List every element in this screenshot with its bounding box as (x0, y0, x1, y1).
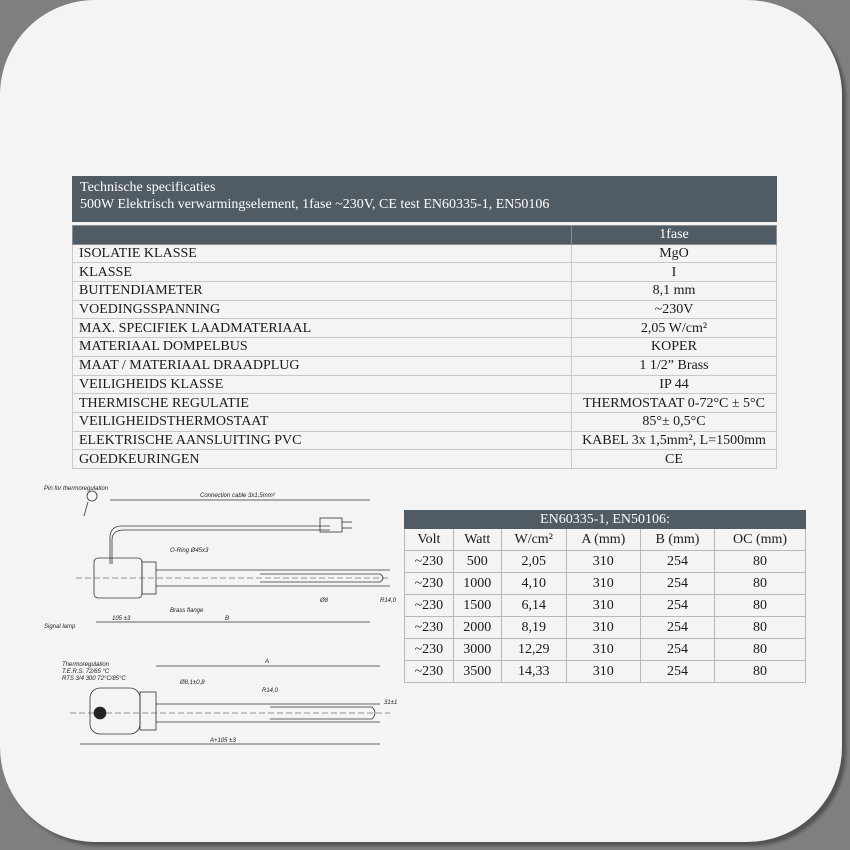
spec-value: KABEL 3x 1,5mm², L=1500mm (572, 431, 777, 450)
models-column-header: Volt (405, 529, 454, 551)
models-row (405, 595, 806, 617)
models-title-row (405, 511, 806, 529)
spec-column-header: 1fase (572, 226, 777, 245)
spec-value: KOPER (572, 338, 777, 357)
models-cell: 310 (566, 595, 640, 617)
spec-value: 2,05 W/cm² (572, 319, 777, 338)
spec-value: IP 44 (572, 375, 777, 394)
spec-row (73, 375, 777, 394)
models-cell: 310 (566, 661, 640, 683)
spec-label: KLASSE (73, 263, 572, 282)
spec-row (73, 263, 777, 282)
models-row (405, 661, 806, 683)
label-connection-cable: Connection cable 3x1,5mm² (200, 493, 275, 499)
models-cell: 80 (715, 617, 806, 639)
models-cell: 12,29 (501, 639, 566, 661)
spec-label: GOEDKEURINGEN (73, 450, 572, 469)
connection-cable-inner (112, 530, 330, 564)
spec-row (73, 300, 777, 319)
flange-shape (140, 692, 156, 730)
models-row (405, 551, 806, 573)
label-signal-lamp: Signal lamp (44, 624, 76, 630)
spec-title: Technische specificaties (80, 180, 216, 195)
technical-drawing (40, 478, 400, 778)
spec-value: CE (572, 450, 777, 469)
label-dim-31: 31±1 (384, 700, 398, 706)
models-row (405, 573, 806, 595)
models-column-header: W/cm² (501, 529, 566, 551)
spec-row (73, 412, 777, 431)
models-cell: ~230 (405, 595, 454, 617)
spec-label: ISOLATIE KLASSE (73, 244, 572, 263)
models-cell: 254 (640, 573, 714, 595)
models-cell: 310 (566, 551, 640, 573)
label-dim-105: 105 ±3 (112, 616, 131, 622)
spec-value: ~230V (572, 300, 777, 319)
label-thermo-spec: T.E.R.S. 72/65 °C (62, 669, 110, 675)
spec-value: 8,1 mm (572, 282, 777, 301)
models-cell: 80 (715, 573, 806, 595)
spec-table (72, 225, 777, 469)
models-cell: 310 (566, 617, 640, 639)
spec-sheet (72, 176, 777, 469)
models-cell: 80 (715, 595, 806, 617)
spec-value: THERMOSTAAT 0-72°C ± 5°C (572, 394, 777, 413)
models-cell: 80 (715, 639, 806, 661)
spec-row (73, 356, 777, 375)
models-column-header: Watt (453, 529, 501, 551)
spec-row (73, 431, 777, 450)
models-cell: 2,05 (501, 551, 566, 573)
thermostat-knob-icon (87, 491, 97, 501)
label-dim-b: B (225, 616, 230, 622)
spec-row (73, 244, 777, 263)
models-cell: ~230 (405, 661, 454, 683)
spec-label: ELEKTRISCHE AANSLUITING PVC (73, 431, 572, 450)
spec-label: VOEDINGSSPANNING (73, 300, 572, 319)
label-dim-a105: A+105 ±3 (210, 738, 236, 744)
spec-label: MAX. SPECIFIEK LAADMATERIAAL (73, 319, 572, 338)
models-row (405, 617, 806, 639)
spec-value: 1 1/2” Brass (572, 356, 777, 375)
models-cell: 254 (640, 639, 714, 661)
models-cell: 14,33 (501, 661, 566, 683)
spec-subtitle: 500W Elektrisch verwarmingselement, 1fase ~230V, CE test EN60335-1, EN50106 (80, 197, 550, 212)
models-cell: 80 (715, 551, 806, 573)
models-cell: 1000 (453, 573, 501, 595)
heater-side-view (76, 491, 390, 622)
models-cell: 3500 (453, 661, 501, 683)
spec-label: BUITENDIAMETER (73, 282, 572, 301)
models-cell: 3000 (453, 639, 501, 661)
models-cell: 310 (566, 639, 640, 661)
spec-label: MATERIAAL DOMPELBUS (73, 338, 572, 357)
models-cell: 254 (640, 661, 714, 683)
models-cell: 500 (453, 551, 501, 573)
spec-header (72, 176, 777, 222)
models-header-row (405, 529, 806, 551)
spec-row (73, 450, 777, 469)
models-cell: 80 (715, 661, 806, 683)
connection-cable (110, 526, 330, 564)
models-cell: 254 (640, 595, 714, 617)
label-o-ring: O-Ring Ø45x3 (170, 548, 209, 554)
label-r14-top: R14,0 (262, 688, 279, 694)
models-cell: 254 (640, 551, 714, 573)
label-thermoregulation: Thermoregulation (62, 662, 110, 668)
models-cell: ~230 (405, 639, 454, 661)
spec-label: VEILIGHEIDS KLASSE (73, 375, 572, 394)
spec-row (73, 338, 777, 357)
spec-label: MAAT / MATERIAAL DRAADPLUG (73, 356, 572, 375)
models-cell: ~230 (405, 617, 454, 639)
spec-value: I (572, 263, 777, 282)
label-thermo-spec2: RTS 3/4 300 72°C/85°C (62, 676, 126, 682)
models-row (405, 639, 806, 661)
models-cell: 310 (566, 573, 640, 595)
models-cell: 2000 (453, 617, 501, 639)
label-dim-8-1: Ø8,1±0,8 (180, 680, 205, 686)
models-column-header: B (mm) (640, 529, 714, 551)
knob-stem (84, 502, 88, 516)
models-cell: 1500 (453, 595, 501, 617)
models-title: EN60335-1, EN50106: (405, 511, 806, 529)
models-column-header: A (mm) (566, 529, 640, 551)
spec-row (73, 319, 777, 338)
models-cell: ~230 (405, 573, 454, 595)
models-table (404, 510, 806, 683)
spec-column-header-row (73, 226, 777, 245)
models-cell: 8,19 (501, 617, 566, 639)
spec-label: THERMISCHE REGULATIE (73, 394, 572, 413)
spec-value: MgO (572, 244, 777, 263)
spec-column-header-blank (73, 226, 572, 245)
spec-label: VEILIGHEIDSTHERMOSTAAT (73, 412, 572, 431)
spec-row (73, 394, 777, 413)
models-cell: 4,10 (501, 573, 566, 595)
label-r14: R14,0 (380, 598, 397, 604)
label-pin: Pin for thermoregulation (44, 486, 109, 492)
models-cell: ~230 (405, 551, 454, 573)
models-column-header: OC (mm) (715, 529, 806, 551)
label-dim-8: Ø8 (320, 598, 329, 604)
models-cell: 6,14 (501, 595, 566, 617)
label-dim-a: A (265, 659, 270, 665)
models-cell: 254 (640, 617, 714, 639)
label-brass-flange: Brass flange (170, 608, 204, 614)
spec-row (73, 282, 777, 301)
spec-value: 85°± 0,5°C (572, 412, 777, 431)
